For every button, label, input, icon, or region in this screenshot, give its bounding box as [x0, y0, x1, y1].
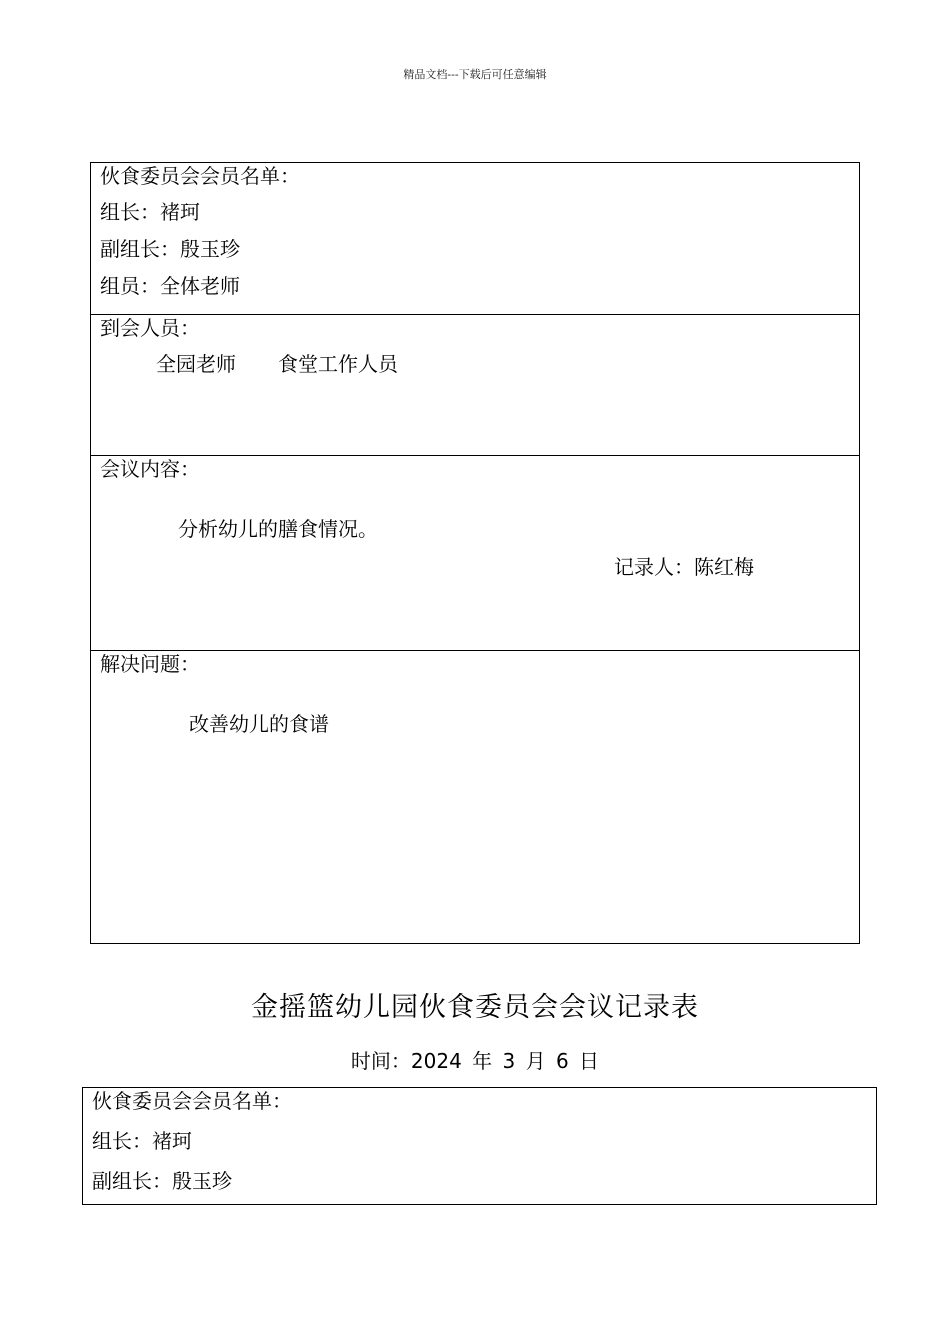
leader-line: 组长：褚珂 [100, 200, 200, 224]
group-members-line: 组员：全体老师 [100, 274, 240, 298]
resolution-section [91, 651, 859, 943]
deputy-line: 副组长：殷玉珍 [100, 237, 240, 261]
members-heading: 伙食委员会会员名单： [100, 164, 300, 188]
attendees-heading: 到会人员： [100, 316, 200, 340]
deputy-line-2: 副组长：殷玉珍 [92, 1169, 232, 1193]
page-header: 精品文档---下载后可任意编辑 [403, 68, 547, 81]
leader-line-2: 组长：褚珂 [92, 1129, 192, 1153]
content-section [91, 456, 859, 651]
resolution-text: 改善幼儿的食谱 [189, 712, 329, 736]
resolution-heading: 解决问题： [100, 652, 200, 676]
attendees-group-canteen: 食堂工作人员 [278, 352, 398, 376]
members-heading-2: 伙食委员会会员名单： [92, 1089, 292, 1113]
meeting-time: 时间：2024 年 3 月 6 日 [350, 1049, 600, 1073]
attendees-section [91, 315, 859, 456]
recorder-line: 记录人：陈红梅 [614, 555, 754, 579]
meeting-record-table-1 [90, 162, 860, 944]
meeting-record-table-2 [82, 1087, 877, 1205]
document-title: 金摇篮幼儿园伙食委员会会议记录表 [251, 992, 699, 1023]
attendees-group-teachers: 全园老师 [156, 352, 236, 376]
content-text: 分析幼儿的膳食情况。 [178, 517, 378, 541]
members-section [91, 163, 859, 315]
content-heading: 会议内容： [100, 457, 200, 481]
